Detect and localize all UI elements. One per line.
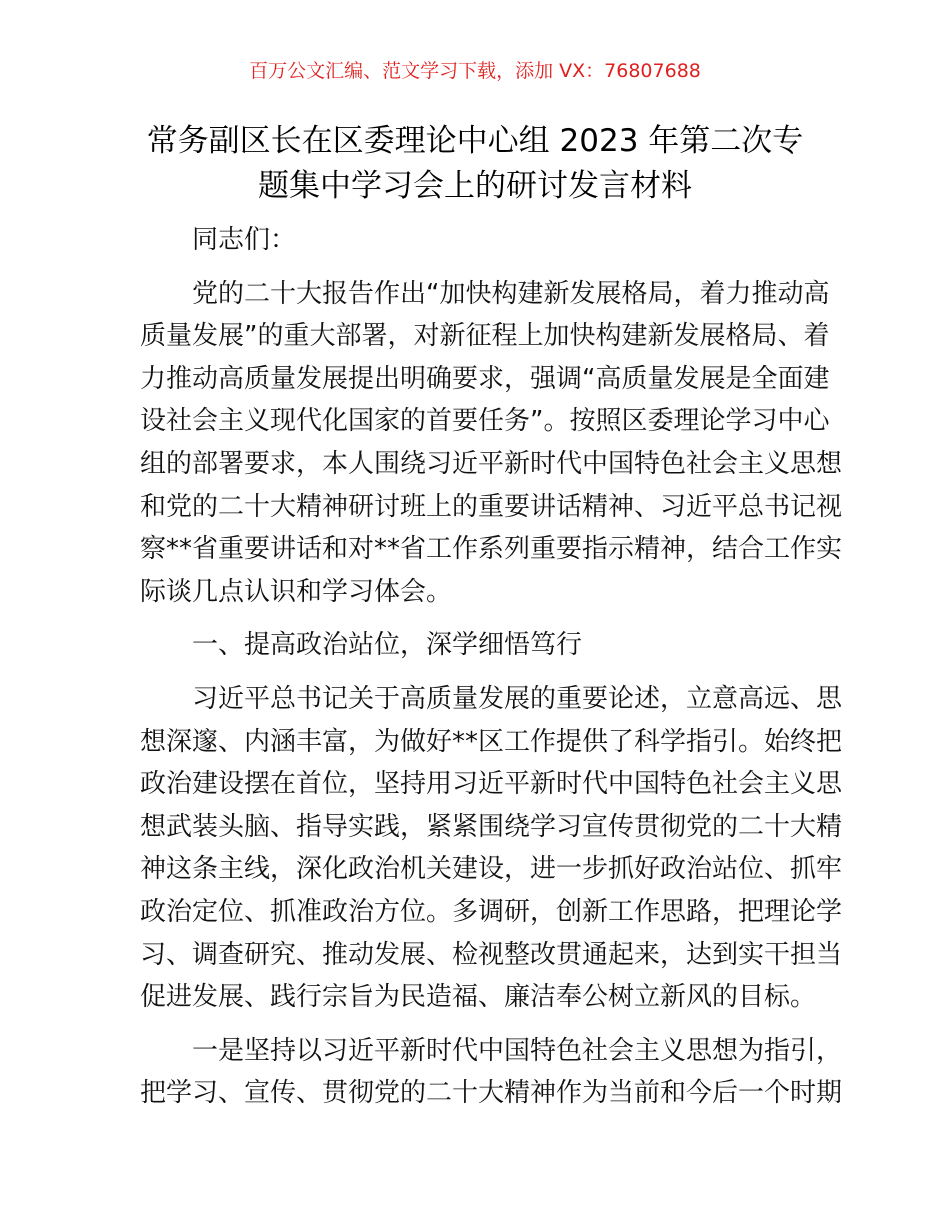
text-line: 想武装头脑、指导实践，紧紧围绕学习宣传贯彻党的二十大精 xyxy=(140,811,843,842)
text-line: 想深邃、内涵丰富，为做好**区工作提供了科学指引。始终把 xyxy=(140,726,843,757)
paragraph-section-1 xyxy=(140,678,843,1019)
text-line: 力推动高质量发展提出明确要求，强调“高质量发展是全面建 xyxy=(140,363,830,394)
text-line: 设社会主义现代化国家的首要任务”。按照区委理论学习中心 xyxy=(140,406,830,437)
document-body xyxy=(140,219,843,1115)
text-line: 政治建设摆在首位，坚持用习近平新时代中国特色社会主义思 xyxy=(140,769,843,800)
text-line: 质量发展”的重大部署，对新征程上加快构建新发展格局、着 xyxy=(140,321,830,352)
text-line: 和党的二十大精神研讨班上的重要讲话精神、习近平总书记视 xyxy=(140,491,843,522)
text-line: 组的部署要求，本人围绕习近平新时代中国特色社会主义思想 xyxy=(140,448,843,479)
text-line: 习近平总书记关于高质量发展的重要论述，立意高远、思 xyxy=(192,683,843,714)
text-line: 一是坚持以习近平新时代中国特色社会主义思想为指引， xyxy=(192,1035,843,1066)
document-title-line-1: 常务副区长在区委理论中心组 2023 年第二次专 xyxy=(146,123,804,159)
paragraph-intro xyxy=(140,273,843,614)
text-line: 党的二十大报告作出“加快构建新发展格局，着力推动高 xyxy=(192,278,830,309)
text-line: 神这条主线，深化政治机关建设，进一步抓好政治站位、抓牢 xyxy=(140,854,843,885)
paragraph-point-1 xyxy=(140,1030,843,1115)
text-line: 习、调查研究、推动发展、检视整改贯通起来，达到实干担当 xyxy=(140,939,843,970)
watermark-banner: 百万公文汇编、范文学习下载，添加 VX：76807688 xyxy=(249,60,701,82)
text-line: 察**省重要讲话和对**省工作系列重要指示精神，结合工作实 xyxy=(140,534,843,565)
salutation: 同志们： xyxy=(192,225,297,255)
text-line: 把学习、宣传、贯彻党的二十大精神作为当前和今后一个时期 xyxy=(140,1078,843,1109)
text-line: 促进发展、践行宗旨为民造福、廉洁奉公树立新风的目标。 xyxy=(140,982,817,1013)
text-line: 际谈几点认识和学习体会。 xyxy=(140,576,453,607)
section-heading: 一、提高政治站位，深学细悟笃行 xyxy=(192,630,583,661)
text-line: 政治定位、抓准政治方位。多调研，创新工作思路，把理论学 xyxy=(140,896,843,927)
document-title-line-2: 题集中学习会上的研讨发言材料 xyxy=(258,168,692,204)
